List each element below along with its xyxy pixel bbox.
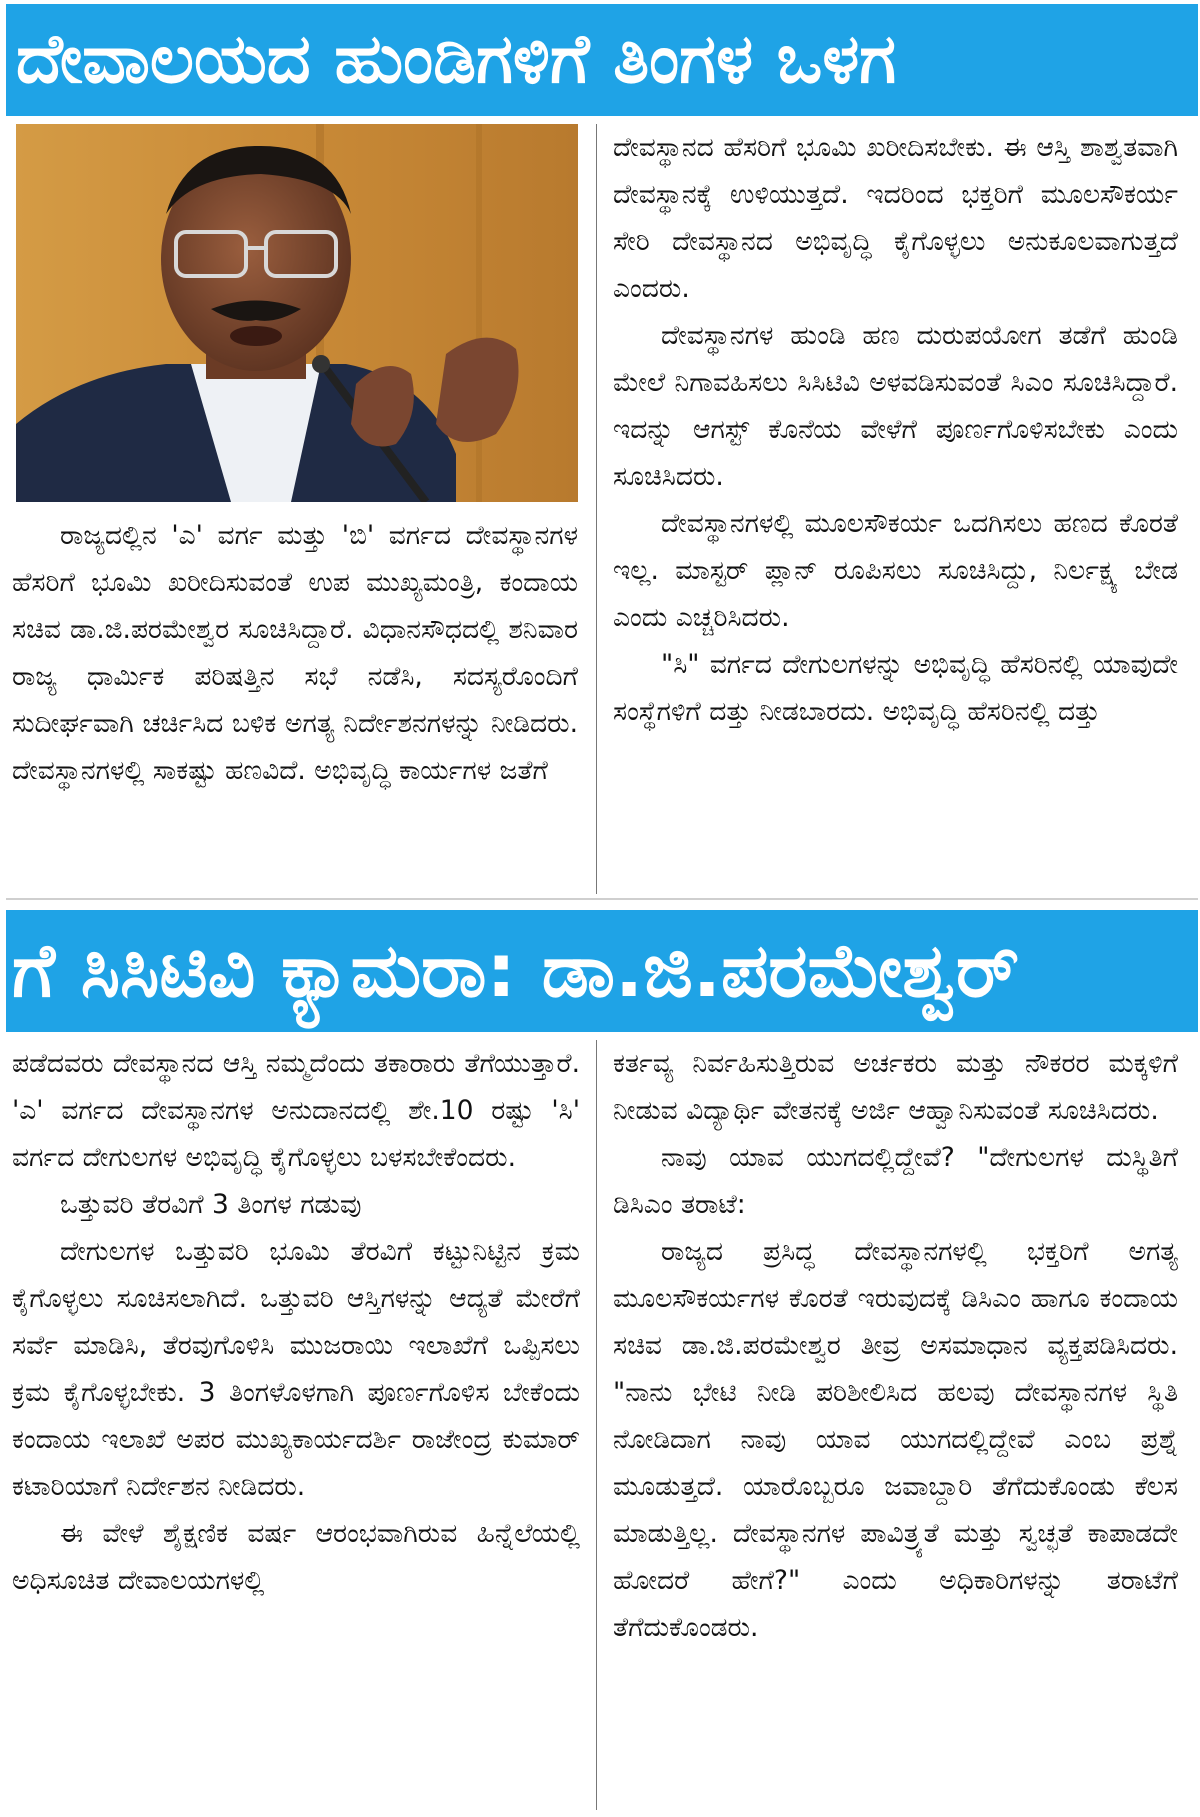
- headline-line-1: ದೇವಾಲಯದ ಹುಂಡಿಗಳಿಗೆ ತಿಂಗಳ ಒಳಗ: [16, 20, 897, 99]
- article-column-bottom-right: [613, 1040, 1178, 1812]
- paragraph: ಈ ವೇಳೆ ಶೈಕ್ಷಣಿಕ ವರ್ಷ ಆರಂಭವಾಗಿರುವ ಹಿನ್ನೆಲೆಯಲ್ಲಿ ಅಧಿಸೂಚಿತ ದೇವಾಲಯಗಳಲ್ಲಿ: [12, 1518, 580, 1596]
- paragraph: ರಾಜ್ಯದ ಪ್ರಸಿದ್ಧ ದೇವಸ್ಥಾನಗಳಲ್ಲಿ ಭಕ್ತರಿಗೆ ಅಗತ್ಯ ಮೂಲಸೌಕರ್ಯಗಳ ಕೊರತೆ ಇರುವುದಕ್ಕೆ ಡಿಸಿಎಂ ಹಾಗೂ ಕಂದಾಯ ಸಚಿವ ಡಾ.ಜಿ.ಪರಮೇಶ್ವರ ತೀವ್ರ ಅಸಮಾಧಾನ ವ್ಯಕ್ತಪಡಿಸಿದರು. "ನಾನು ಭೇಟಿ ನೀಡಿ ಪರಿಶೀಲಿಸಿದ ಹಲವು ದೇವಸ್ಥಾನಗಳ ಸ್ಥಿತಿ ನೋಡಿದಾಗ ನಾವು ಯಾವ ಯುಗದಲ್ಲಿದ್ದೇವೆ ಎಂಬ ಪ್ರಶ್ನೆ ಮೂಡುತ್ತದೆ. ಯಾರೊಬ್ಬರೂ ಜವಾಬ್ದಾರಿ ತೆಗೆದುಕೊಂಡು ಕೆಲಸ ಮಾಡುತ್ತಿಲ್ಲ. ದೇವಸ್ಥಾನಗಳ ಪಾವಿತ್ರ್ಯತೆ ಮತ್ತು ಸ್ವಚ್ಛತೆ ಕಾಪಾಡದೇ ಹೋದರೆ ಹೇಗೆ?" ಎಂದು ಅಧಿಕಾರಿಗಳನ್ನು ತರಾಟೆಗೆ ತೆಗೆದುಕೊಂಡರು.: [613, 1236, 1178, 1643]
- column-divider-top: [596, 124, 597, 894]
- paragraph: "ಸಿ" ವರ್ಗದ ದೇಗುಲಗಳನ್ನು ಅಭಿವೃದ್ಧಿ ಹೆಸರಿನಲ್ಲಿ ಯಾವುದೇ ಸಂಸ್ಥೆಗಳಿಗೆ ದತ್ತು ನೀಡಬಾರದು. ಅಭಿವೃದ್ಧಿ ಹೆಸರಿನಲ್ಲಿ ದತ್ತು: [613, 649, 1178, 727]
- article-column-top-right: [613, 124, 1178, 894]
- headline-band-bottom: [6, 910, 1198, 1032]
- article-column-top-left: [12, 512, 578, 892]
- paragraph: ದೇವಸ್ಥಾನದ ಹೆಸರಿಗೆ ಭೂಮಿ ಖರೀದಿಸಬೇಕು. ಈ ಆಸ್ತಿ ಶಾಶ್ವತವಾಗಿ ದೇವಸ್ಥಾನಕ್ಕೆ ಉಳಿಯುತ್ತದೆ. ಇದರಿಂದ ಭಕ್ತರಿಗೆ ಮೂಲಸೌಕರ್ಯ ಸೇರಿ ದೇವಸ್ಥಾನದ ಅಭಿವೃದ್ಧಿ ಕೈಗೊಳ್ಳಲು ಅನುಕೂಲವಾಗುತ್ತದೆ ಎಂದರು.: [613, 132, 1178, 304]
- column-divider-bottom: [596, 1040, 597, 1810]
- article-column-bottom-left: [12, 1040, 580, 1812]
- subheading: ಒತ್ತುವರಿ ತೆರವಿಗೆ 3 ತಿಂಗಳ ಗಡುವು: [60, 1189, 362, 1220]
- headline-line-2: ಗೆ ಸಿಸಿಟಿವಿ ಕ್ಯಾಮರಾ: ಡಾ.ಜಿ.ಪರಮೇಶ್ವರ್: [12, 928, 1020, 1014]
- subheading: ನಾವು ಯಾವ ಯುಗದಲ್ಲಿದ್ದೇವೆ? "ದೇಗುಲಗಳ ದುಸ್ಥಿತಿಗೆ ಡಿಸಿಎಂ ತರಾಟೆ:: [613, 1142, 1178, 1220]
- paragraph: ದೇಗುಲಗಳ ಒತ್ತುವರಿ ಭೂಮಿ ತೆರವಿಗೆ ಕಟ್ಟುನಿಟ್ಟಿನ ಕ್ರಮ ಕೈಗೊಳ್ಳಲು ಸೂಚಿಸಲಾಗಿದೆ. ಒತ್ತುವರಿ ಆಸ್ತಿಗಳನ್ನು ಆದ್ಯತೆ ಮೇರೆಗೆ ಸರ್ವೆ ಮಾಡಿಸಿ, ತೆರವುಗೊಳಿಸಿ ಮುಜರಾಯಿ ಇಲಾಖೆಗೆ ಒಪ್ಪಿಸಲು ಕ್ರಮ ಕೈಗೊಳ್ಳಬೇಕು. 3 ತಿಂಗಳೊಳಗಾಗಿ ಪೂರ್ಣಗೊಳಿಸ ಬೇಕೆಂದು ಕಂದಾಯ ಇಲಾಖೆ ಅಪರ ಮುಖ್ಯಕಾರ್ಯದರ್ಶಿ ರಾಜೇಂದ್ರ ಕುಮಾರ್ ಕಟಾರಿಯಾಗೆ ನಿರ್ದೇಶನ ನೀಡಿದರು.: [12, 1236, 580, 1502]
- paragraph: ಪಡೆದವರು ದೇವಸ್ಥಾನದ ಆಸ್ತಿ ನಮ್ಮದೆಂದು ತಕಾರಾರು ತೆಗೆಯುತ್ತಾರೆ. 'ಎ' ವರ್ಗದ ದೇವಸ್ಥಾನಗಳ ಅನುದಾನದಲ್ಲಿ ಶೇ.10 ರಷ್ಟು 'ಸಿ' ವರ್ಗದ ದೇಗುಲಗಳ ಅಭಿವೃದ್ಧಿ ಕೈಗೊಳ್ಳಲು ಬಳಸಬೇಕೆಂದರು.: [12, 1048, 580, 1173]
- paragraph: ರಾಜ್ಯದಲ್ಲಿನ 'ಎ' ವರ್ಗ ಮತ್ತು 'ಬಿ' ವರ್ಗದ ದೇವಸ್ಥಾನಗಳ ಹೆಸರಿಗೆ ಭೂಮಿ ಖರೀದಿಸುವಂತೆ ಉಪ ಮುಖ್ಯಮಂತ್ರಿ, ಕಂದಾಯ ಸಚಿವ ಡಾ.ಜಿ.ಪರಮೇಶ್ವರ ಸೂಚಿಸಿದ್ದಾರೆ. ವಿಧಾನಸೌಧದಲ್ಲಿ ಶನಿವಾರ ರಾಜ್ಯ ಧಾರ್ಮಿಕ ಪರಿಷತ್ತಿನ ಸಭೆ ನಡೆಸಿ, ಸದಸ್ಯರೊಂದಿಗೆ ಸುದೀರ್ಘವಾಗಿ ಚರ್ಚಿಸಿದ ಬಳಿಕ ಅಗತ್ಯ ನಿರ್ದೇಶನಗಳನ್ನು ನೀಡಿದರು. ದೇವಸ್ಥಾನಗಳಲ್ಲಿ ಸಾಕಷ್ಟು ಹಣವಿದೆ. ಅಭಿವೃದ್ಧಿ ಕಾರ್ಯಗಳ ಜತೆಗೆ: [12, 520, 578, 786]
- paragraph: ಕರ್ತವ್ಯ ನಿರ್ವಹಿಸುತ್ತಿರುವ ಅರ್ಚಕರು ಮತ್ತು ನೌಕರರ ಮಕ್ಕಳಿಗೆ ನೀಡುವ ವಿದ್ಯಾರ್ಥಿ ವೇತನಕ್ಕೆ ಅರ್ಜಿ ಆಹ್ವಾನಿಸುವಂತೆ ಸೂಚಿಸಿದರು.: [613, 1048, 1178, 1126]
- section-divider: [6, 898, 1198, 900]
- headline-band-top: [6, 4, 1198, 116]
- paragraph: ದೇವಸ್ಥಾನಗಳಲ್ಲಿ ಮೂಲಸೌಕರ್ಯ ಒದಗಿಸಲು ಹಣದ ಕೊರತೆ ಇಲ್ಲ. ಮಾಸ್ಟರ್ ಪ್ಲಾನ್ ರೂಪಿಸಲು ಸೂಚಿಸಿದ್ದು, ನಿರ್ಲಕ್ಷ್ಯ ಬೇಡ ಎಂದು ಎಚ್ಚರಿಸಿದರು.: [613, 508, 1178, 633]
- paragraph: ದೇವಸ್ಥಾನಗಳ ಹುಂಡಿ ಹಣ ದುರುಪಯೋಗ ತಡೆಗೆ ಹುಂಡಿ ಮೇಲೆ ನಿಗಾವಹಿಸಲು ಸಿಸಿಟಿವಿ ಅಳವಡಿಸುವಂತೆ ಸಿಎಂ ಸೂಚಿಸಿದ್ದಾರೆ. ಇದನ್ನು ಆಗಸ್ಟ್ ಕೊನೆಯ ವೇಳೆಗೆ ಪೂರ್ಣಗೊಳಿಸಬೇಕು ಎಂದು ಸೂಚಿಸಿದರು.: [613, 320, 1178, 492]
- article-photo: [16, 124, 578, 502]
